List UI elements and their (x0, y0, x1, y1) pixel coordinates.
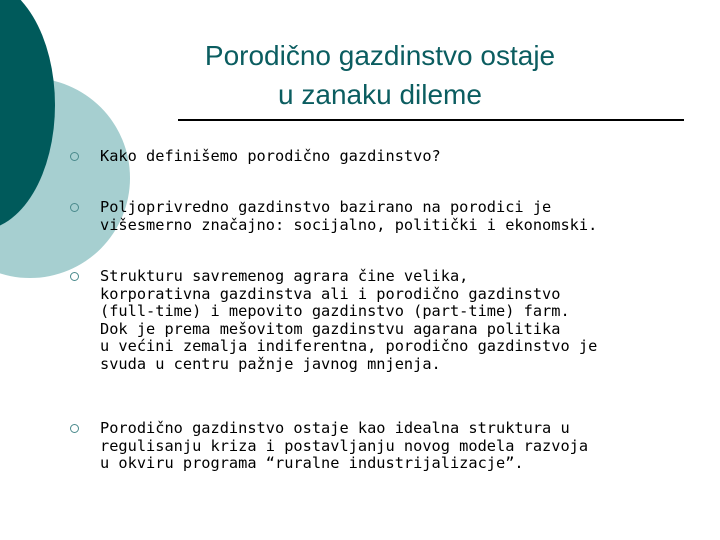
bullet-circle-icon (70, 203, 79, 212)
slide-title-line-2: u zanaku dileme (278, 79, 482, 110)
bullet-text: Porodično gazdinstvo ostaje kao idealna struktura u regulisanju kriza i postavljanju novog modela razvoja u okviru programa “ruralne industrijalizacje”. (100, 419, 589, 472)
bullet-circle-icon (70, 424, 79, 433)
title-underline (178, 119, 684, 121)
bullet-text: Strukturu savremenog agrara čine velika, korporativna gazdinstva ali i porodično gazdinstvo (full-time) i mepovito gazdinstvo (part-time) farm. Dok je prema mešovitom gazdinstvu agarana politika u većini zemalja indiferentna, porodično gazdinstvo je svuda u centru pažnje javnog mnjenja. (100, 267, 598, 373)
bullet-text: Kako definišemo porodično gazdinstvo? (100, 147, 441, 165)
bullet-circle-icon (70, 272, 79, 281)
bullet-text: Poljoprivredno gazdinstvo bazirano na porodici je višesmerno značajno: socijalno, politički i ekonomski. (100, 198, 598, 234)
slide-title (180, 36, 580, 114)
bullet-circle-icon (70, 152, 79, 161)
slide-title-line-1: Porodično gazdinstvo ostaje (204, 40, 556, 71)
